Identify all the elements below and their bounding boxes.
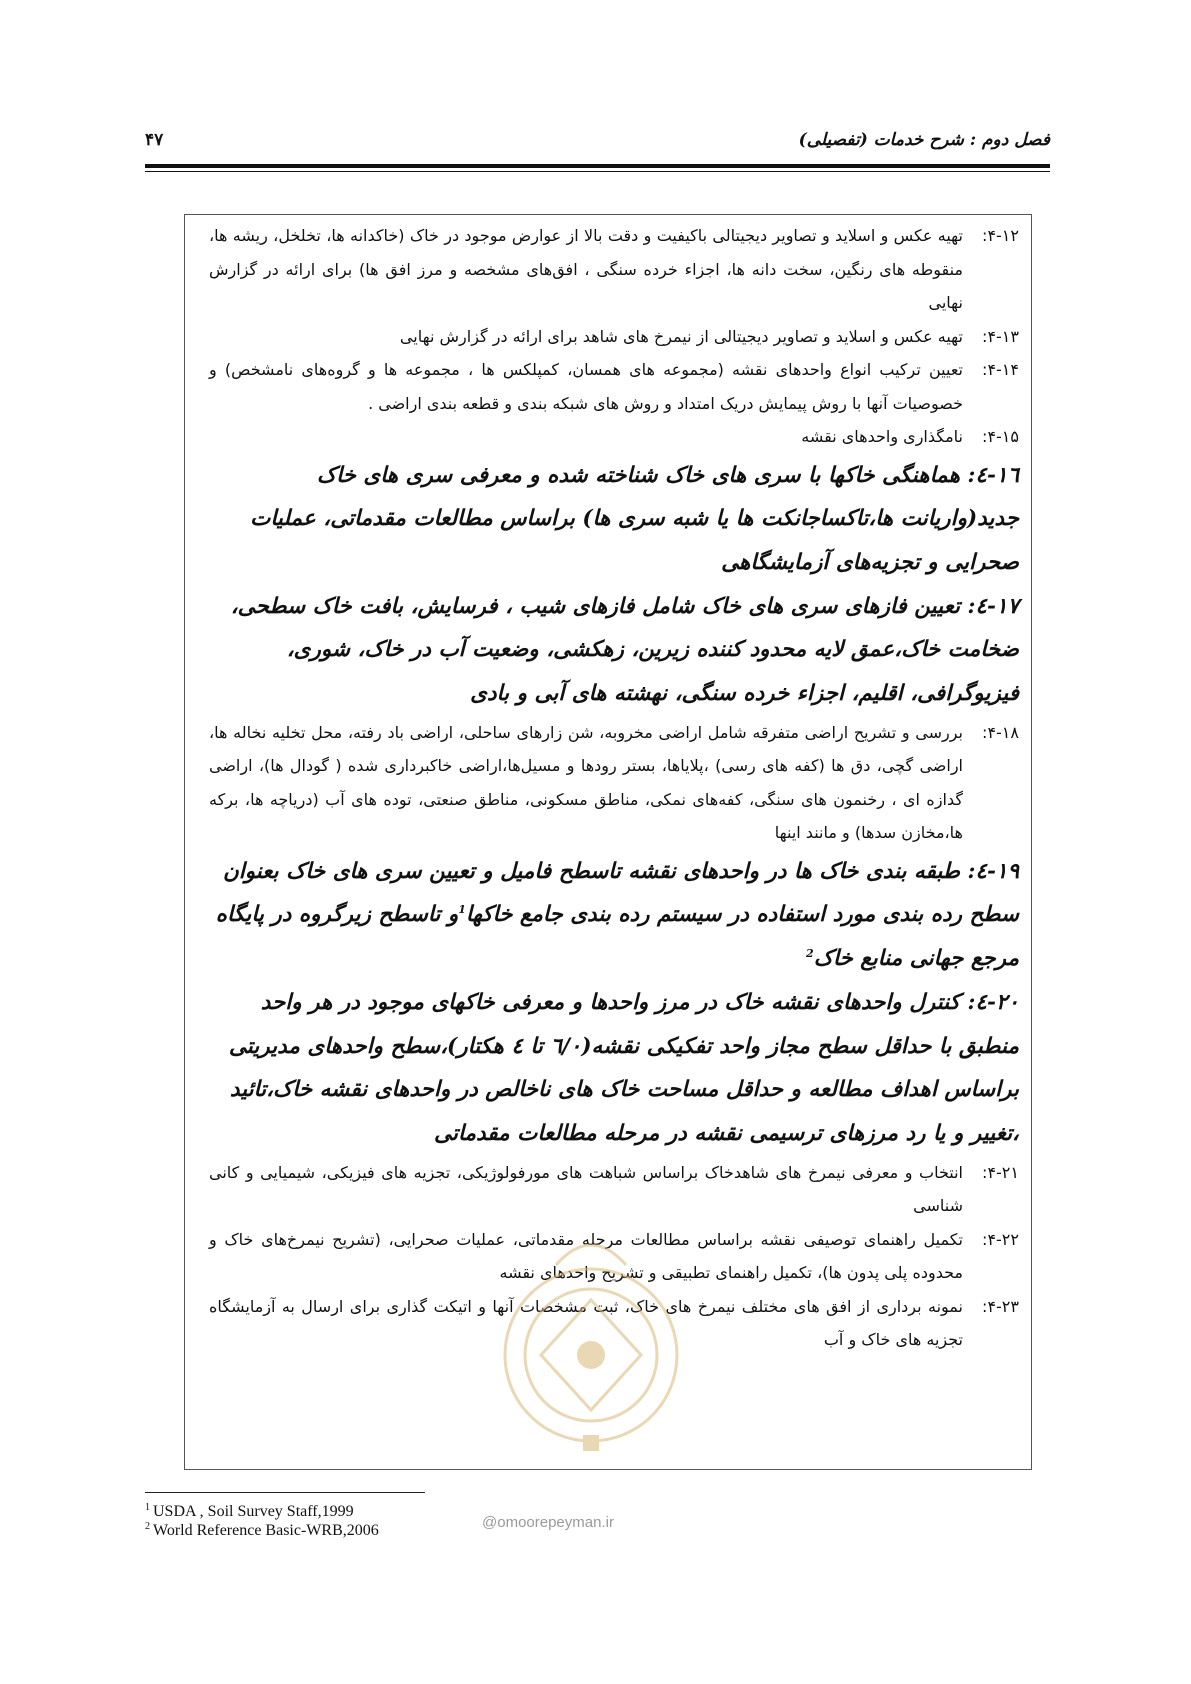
item-text: تهیه عکس و اسلاید و تصاویر دیجیتالی از نیمرخ های شاهد برای ارائه در گزارش نهایی <box>399 326 963 346</box>
footnote-ref-1: 1 <box>458 903 466 917</box>
item-text: تعیین فازهای سری های خاک شامل فازهای شیب ، فرسایش، بافت خاک سطحی، ضخامت خاک،عمق لایه محدود کننده زیرین، زهکشی، وضعیت آب در خاک، شوری، فیزیوگرافی، اقلیم، اجزاء خرده سنگی، نهشته های آبی و بادی <box>230 593 1019 707</box>
footnote-1 <box>145 1502 645 1521</box>
footnote-rule <box>145 1492 425 1493</box>
item-text: هماهنگی خاکها با سری های خاک شناخته شده و معرفی سری های خاک جدید(واریانت ها،تاکساجانکت ها یا شبه سری ها) براساس مطالعات مقدماتی، عملیات صحرایی و تجزیه‌های آزمایشگاهی <box>250 462 1019 575</box>
header-rule-thin <box>145 171 1050 172</box>
list-item-4-12 <box>209 219 1019 320</box>
page-number: ۴۷ <box>145 130 164 150</box>
footnote-text: World Reference Basic-WRB,2006 <box>153 1522 379 1539</box>
item-text: تکمیل راهنمای توصیفی نقشه براساس مطالعات مرحله مقدماتی، عملیات صحرایی، (تشریح نیمرخ‌های خاک و محدوده پلی پدون ها)، تکمیل راهنمای تطبیقی و تشریح واحدهای نقشه <box>209 1229 963 1283</box>
item-text: بررسی و تشریح اراضی متفرقه شامل اراضی مخروبه، شن زارهای ساحلی، اراضی باد رفته، محل تخلیه نخاله ها، اراضی گچی، دق ها (کفه های رسی) ،پلایاها، بستر رودها و مسیل‌ها،اراضی خاکبرداری شده ( گودال ها)، اراضی گدازه ای ، رخنمون های سنگی، کفه‌های نمکی، مناطق مسکونی، مناطق صنعتی، توده های آب (دریاچه ها، برکه ها،مخازن سدها) و مانند اینها <box>209 722 963 843</box>
item-number: ١٩-٤: <box>967 858 1019 884</box>
list-item-4-17 <box>209 585 1019 716</box>
item-text <box>216 859 1019 971</box>
item-text: کنترل واحدهای نقشه خاک در مرز واحدها و معرفی خاکهای موجود در هر واحد منطبق با حداقل سطح مجاز واحد تفکیکی نقشه(٦/٠ تا ٤ هکتار)،سطح واحدهای مدیریتی براساس اهداف مطالعه و حداقل مساحت خاک های ناخالص در واحدهای نقشه خاک،تائید ،تغییر و یا رد مرزهای ترسیمی نقشه در مرحله مطالعات مقدماتی <box>228 989 1019 1146</box>
item-number: ۴-۲۲: <box>982 1229 1019 1249</box>
footnote-text: USDA , Soil Survey Staff,1999 <box>153 1503 354 1520</box>
item-text: تعیین ترکیب انواع واحدهای نقشه (مجموعه های همسان، کمپلکس ها ، مجموعه ها و گروه‌های نامشخص) و خصوصیات آنها با روش پیمایش دریک امتداد و روش های شبکه بندی و قطعه بندی اراضی . <box>209 360 963 413</box>
item-text: نمونه برداری از افق های مختلف نیمرخ های خاک، ثبت مشخصات آنها و اتیکت گذاری برای ارسال به آزمایشگاه تجزیه های خاک و آب <box>209 1296 963 1350</box>
list-item-4-15 <box>209 420 1019 454</box>
list-item-4-18 <box>209 716 1019 850</box>
item-number: ۴-۲۳: <box>982 1296 1019 1316</box>
list-item-4-14 <box>209 353 1019 420</box>
footnote-ref-2: 2 <box>806 946 814 960</box>
footnote-mark: 2 <box>145 1520 150 1532</box>
watermark-seal-icon <box>486 1205 696 1505</box>
item-text: انتخاب و معرفی نیمرخ های شاهدخاک براساس شباهت های مورفولوژیکی، تجزیه های فیزیکی، شیمیایی و کانی شناسی <box>209 1162 963 1216</box>
list-item-4-20 <box>209 981 1019 1156</box>
list-item-4-13 <box>209 320 1019 354</box>
header-rule-thick <box>145 164 1050 168</box>
item-number: ١٧-٤: <box>967 593 1019 619</box>
item-text-part-b: و تاسطح زیرگروه در پایگاه مرجع جهانی منابع خاک <box>215 902 1019 972</box>
item-number: ۴-۲۱: <box>982 1162 1019 1182</box>
page-header <box>145 124 1050 168</box>
item-text: نامگذاری واحدهای نقشه <box>801 427 963 446</box>
chapter-title: فصل دوم : شرح خدمات (تفصیلی) <box>798 130 1050 150</box>
item-number: ١٦-٤: <box>967 462 1019 488</box>
item-text: تهیه عکس و اسلاید و تصاویر دیجیتالی باکیفیت و دقت بالا از عوارض موجود در خاک (خاکدانه ها، تخلخل، ریشه ها، منقوطه های رنگین، سخت دانه ها، اجزاء خرده سنگی ، افق‌های مشخصه و مرز افق ها) برای ارائه در گزارش نهایی <box>209 226 963 312</box>
item-number: ٢٠-٤: <box>967 989 1019 1015</box>
item-number: ۴-۱۸: <box>982 722 1019 742</box>
item-text-part-a: طبقه بندی خاک ها در واحدهای نقشه تاسطح فامیل و تعیین سری های خاک بعنوان سطح رده بندی مورد استفاده در سیستم رده بندی جامع خاکها <box>222 858 1019 928</box>
footnote-mark: 1 <box>145 1501 150 1513</box>
item-number: ۴-۱۴: <box>982 360 1019 379</box>
footnotes <box>145 1502 645 1540</box>
watermark-site-text: @omoorepeyman.ir <box>482 1514 614 1531</box>
item-number: ۴-۱۳: <box>982 326 1019 346</box>
footnote-2 <box>145 1521 645 1540</box>
list-item-4-19 <box>209 850 1019 981</box>
list-item-4-16 <box>209 454 1019 585</box>
item-number: ۴-۱۵: <box>982 427 1019 446</box>
item-number: ۴-۱۲: <box>982 226 1019 245</box>
